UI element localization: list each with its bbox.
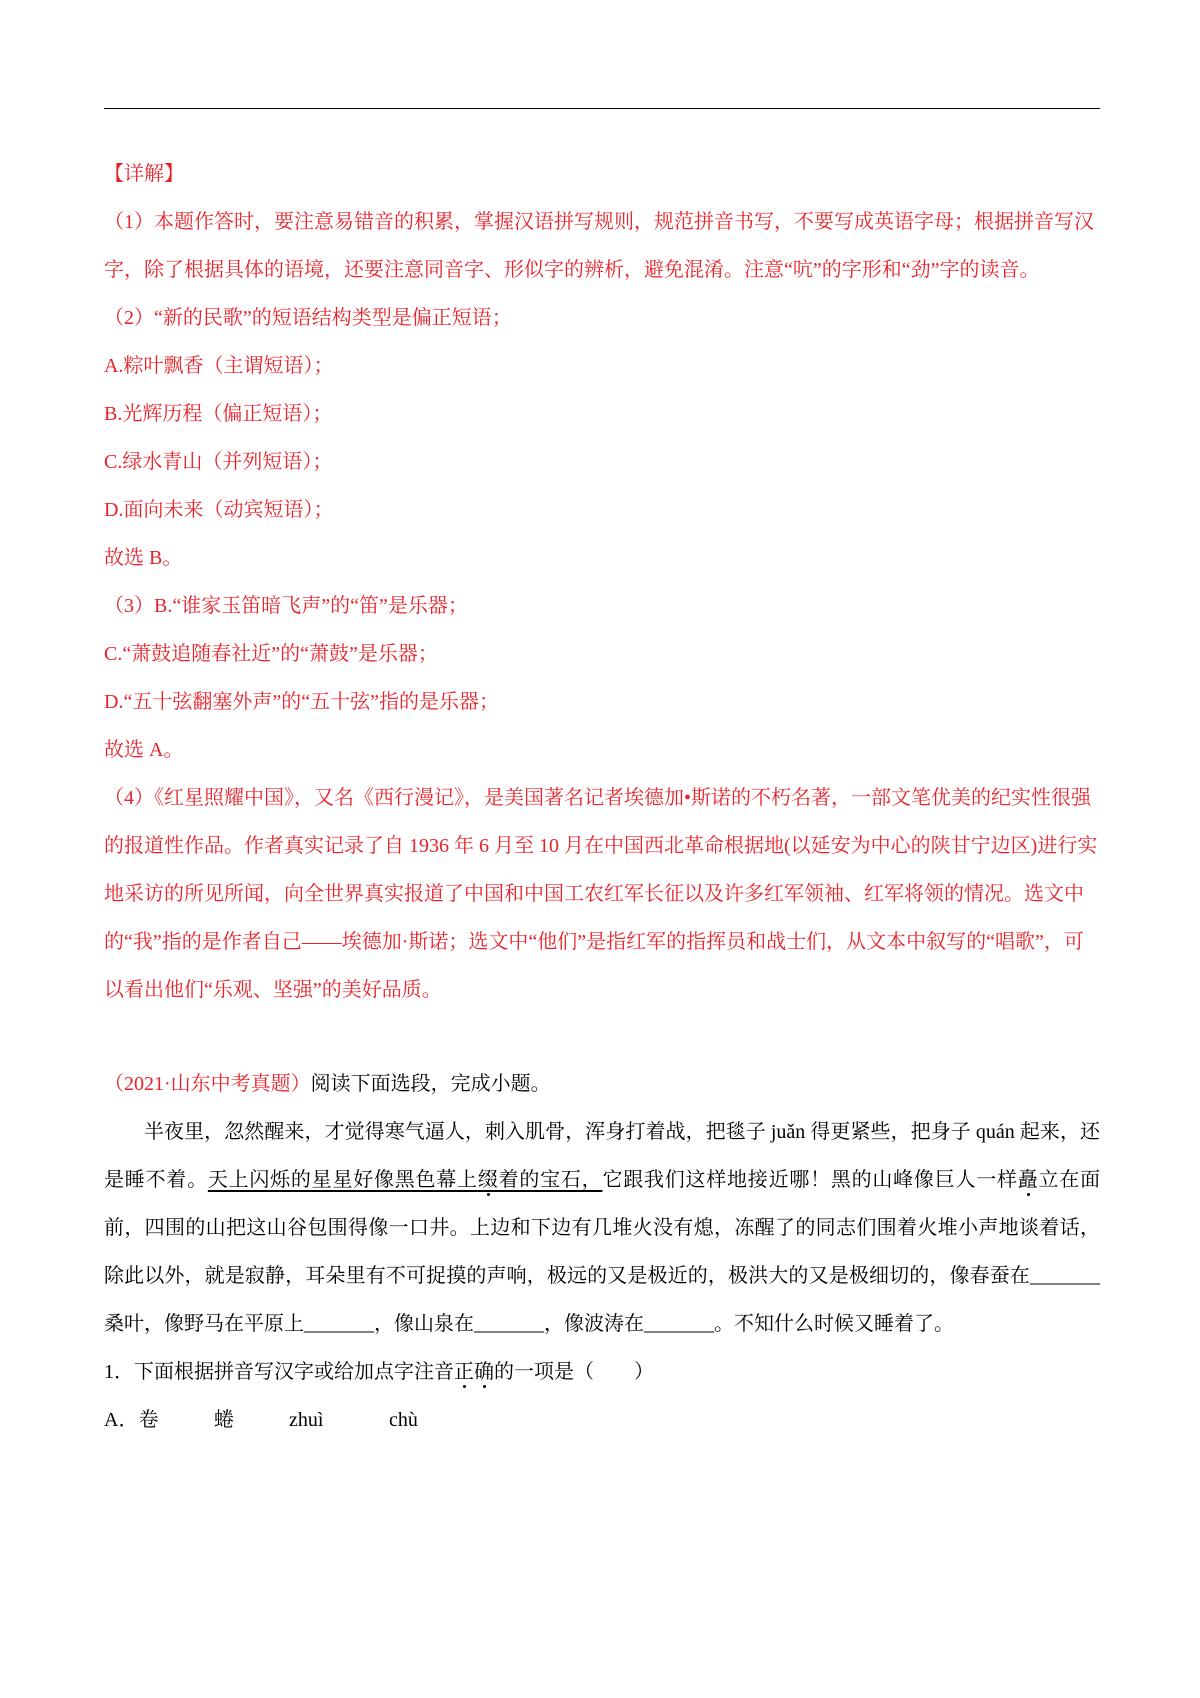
passage-underlined-a: 天上闪烁的星星好像黑色幕上 (207, 1169, 478, 1191)
question-1-option-a[interactable] (104, 1396, 1100, 1444)
question-1-dotted-1: 正 (454, 1361, 474, 1383)
header-rule (104, 108, 1100, 109)
question-1-suffix: 的一项是（ ） (494, 1361, 654, 1383)
option-a-item-2: 蜷 (214, 1409, 234, 1431)
question-1 (104, 1348, 1100, 1396)
passage-underlined (208, 1169, 603, 1191)
document-body (104, 150, 1100, 1444)
detail-heading: 【详解】 (104, 163, 184, 185)
explanation-2-option-d: D.面向未来（动宾短语）； (104, 499, 334, 521)
passage-underlined-b: 着的宝石， (498, 1169, 603, 1191)
explanation-1: （1）本题作答时，要注意易错音的积累，掌握汉语拼写规则，规范拼音书写，不要写成英语字母；根据拼音写汉字，除了根据具体的语境，还要注意同音字、形似字的辨析，避免混淆。注意“吭”的字形和“劲”字的读音。 (104, 211, 1094, 281)
option-a-item-4: chù (389, 1409, 418, 1431)
explanation-3-option-c: C.“萧鼓追随春社近”的“萧鼓”是乐器； (104, 643, 438, 665)
dotted-char-chu: 矗 (1017, 1169, 1039, 1191)
passage-part-2: 它跟我们这样地接近哪！黑的山峰像巨人一样 (602, 1169, 1018, 1191)
explanation-4: （4）《红星照耀中国》，又名《西行漫记》，是美国著名记者埃德加•斯诺的不朽名著，一部文笔优美的纪实性很强的报道性作品。作者真实记录了自 1936 年 6 月至 10 月在中国西北革命根据地(以延安为中心的陕甘宁边区)进行实地采访的所见所闻，向全世界真实报道了中国和中国工农红军长征以及许多红军领袖、红军将领的情况。选文中的“我”指的是作者自己——埃德加·斯诺；选文中“他们”是指红军的指挥员和战士们，从文本中叙写的“唱歌”，可以看出他们“乐观、坚强”的美好品质。 (104, 787, 1098, 1001)
question-1-prefix: 1．下面根据拼音写汉字或给加点字注音 (104, 1361, 454, 1383)
question-source (104, 1060, 1100, 1108)
option-a-item-3: zhuì (289, 1409, 324, 1431)
explanation-2-option-c: C.绿水青山（并列短语）； (104, 451, 333, 473)
explanation-2-option-b: B.光辉历程（偏正短语）； (104, 403, 333, 425)
source-instruction: 阅读下面选段，完成小题。 (310, 1073, 551, 1095)
passage-part-1: 半夜里，忽然醒来，才觉得寒气逼人，刺入肌骨，浑身打着战，把毯子 juǎn 得更紧些，把身子 quán 起来，还是睡不着。 (104, 1121, 1100, 1191)
explanation-3-option-d: D.“五十弦翻塞外声”的“五十弦”指的是乐器； (104, 691, 499, 713)
explanation-2-answer: 故选 B。 (104, 547, 183, 569)
source-tag: （2021·山东中考真题） (104, 1073, 311, 1095)
explanation-2: （2）“新的民歌”的短语结构类型是偏正短语； (104, 307, 512, 329)
explanation-3-answer: 故选 A。 (104, 739, 184, 761)
section-gap (104, 1014, 1100, 1060)
reading-passage (104, 1108, 1100, 1348)
option-a-label: A．卷 (104, 1409, 159, 1431)
passage-part-3: 立在面前，四围的山把这山谷包围得像一口井。上边和下边有几堆火没有熄，冻醒了的同志们围着火堆小声地谈着话，除此以外，就是寂静，耳朵里有不可捉摸的声响，极远的又是极近的，极洪大的又是极细切的，像春蚕在_______桑叶，像野马在平原上_______，像山泉在_______，像波涛在_______。不知什么时候又睡着了。 (104, 1169, 1101, 1335)
question-1-dotted-2: 确 (474, 1361, 494, 1383)
dotted-char-zhui: 缀 (477, 1169, 499, 1191)
explanation-3: （3）B.“谁家玉笛暗飞声”的“笛”是乐器； (104, 595, 468, 617)
explanation-2-option-a: A.粽叶飘香（主谓短语）； (104, 355, 334, 377)
